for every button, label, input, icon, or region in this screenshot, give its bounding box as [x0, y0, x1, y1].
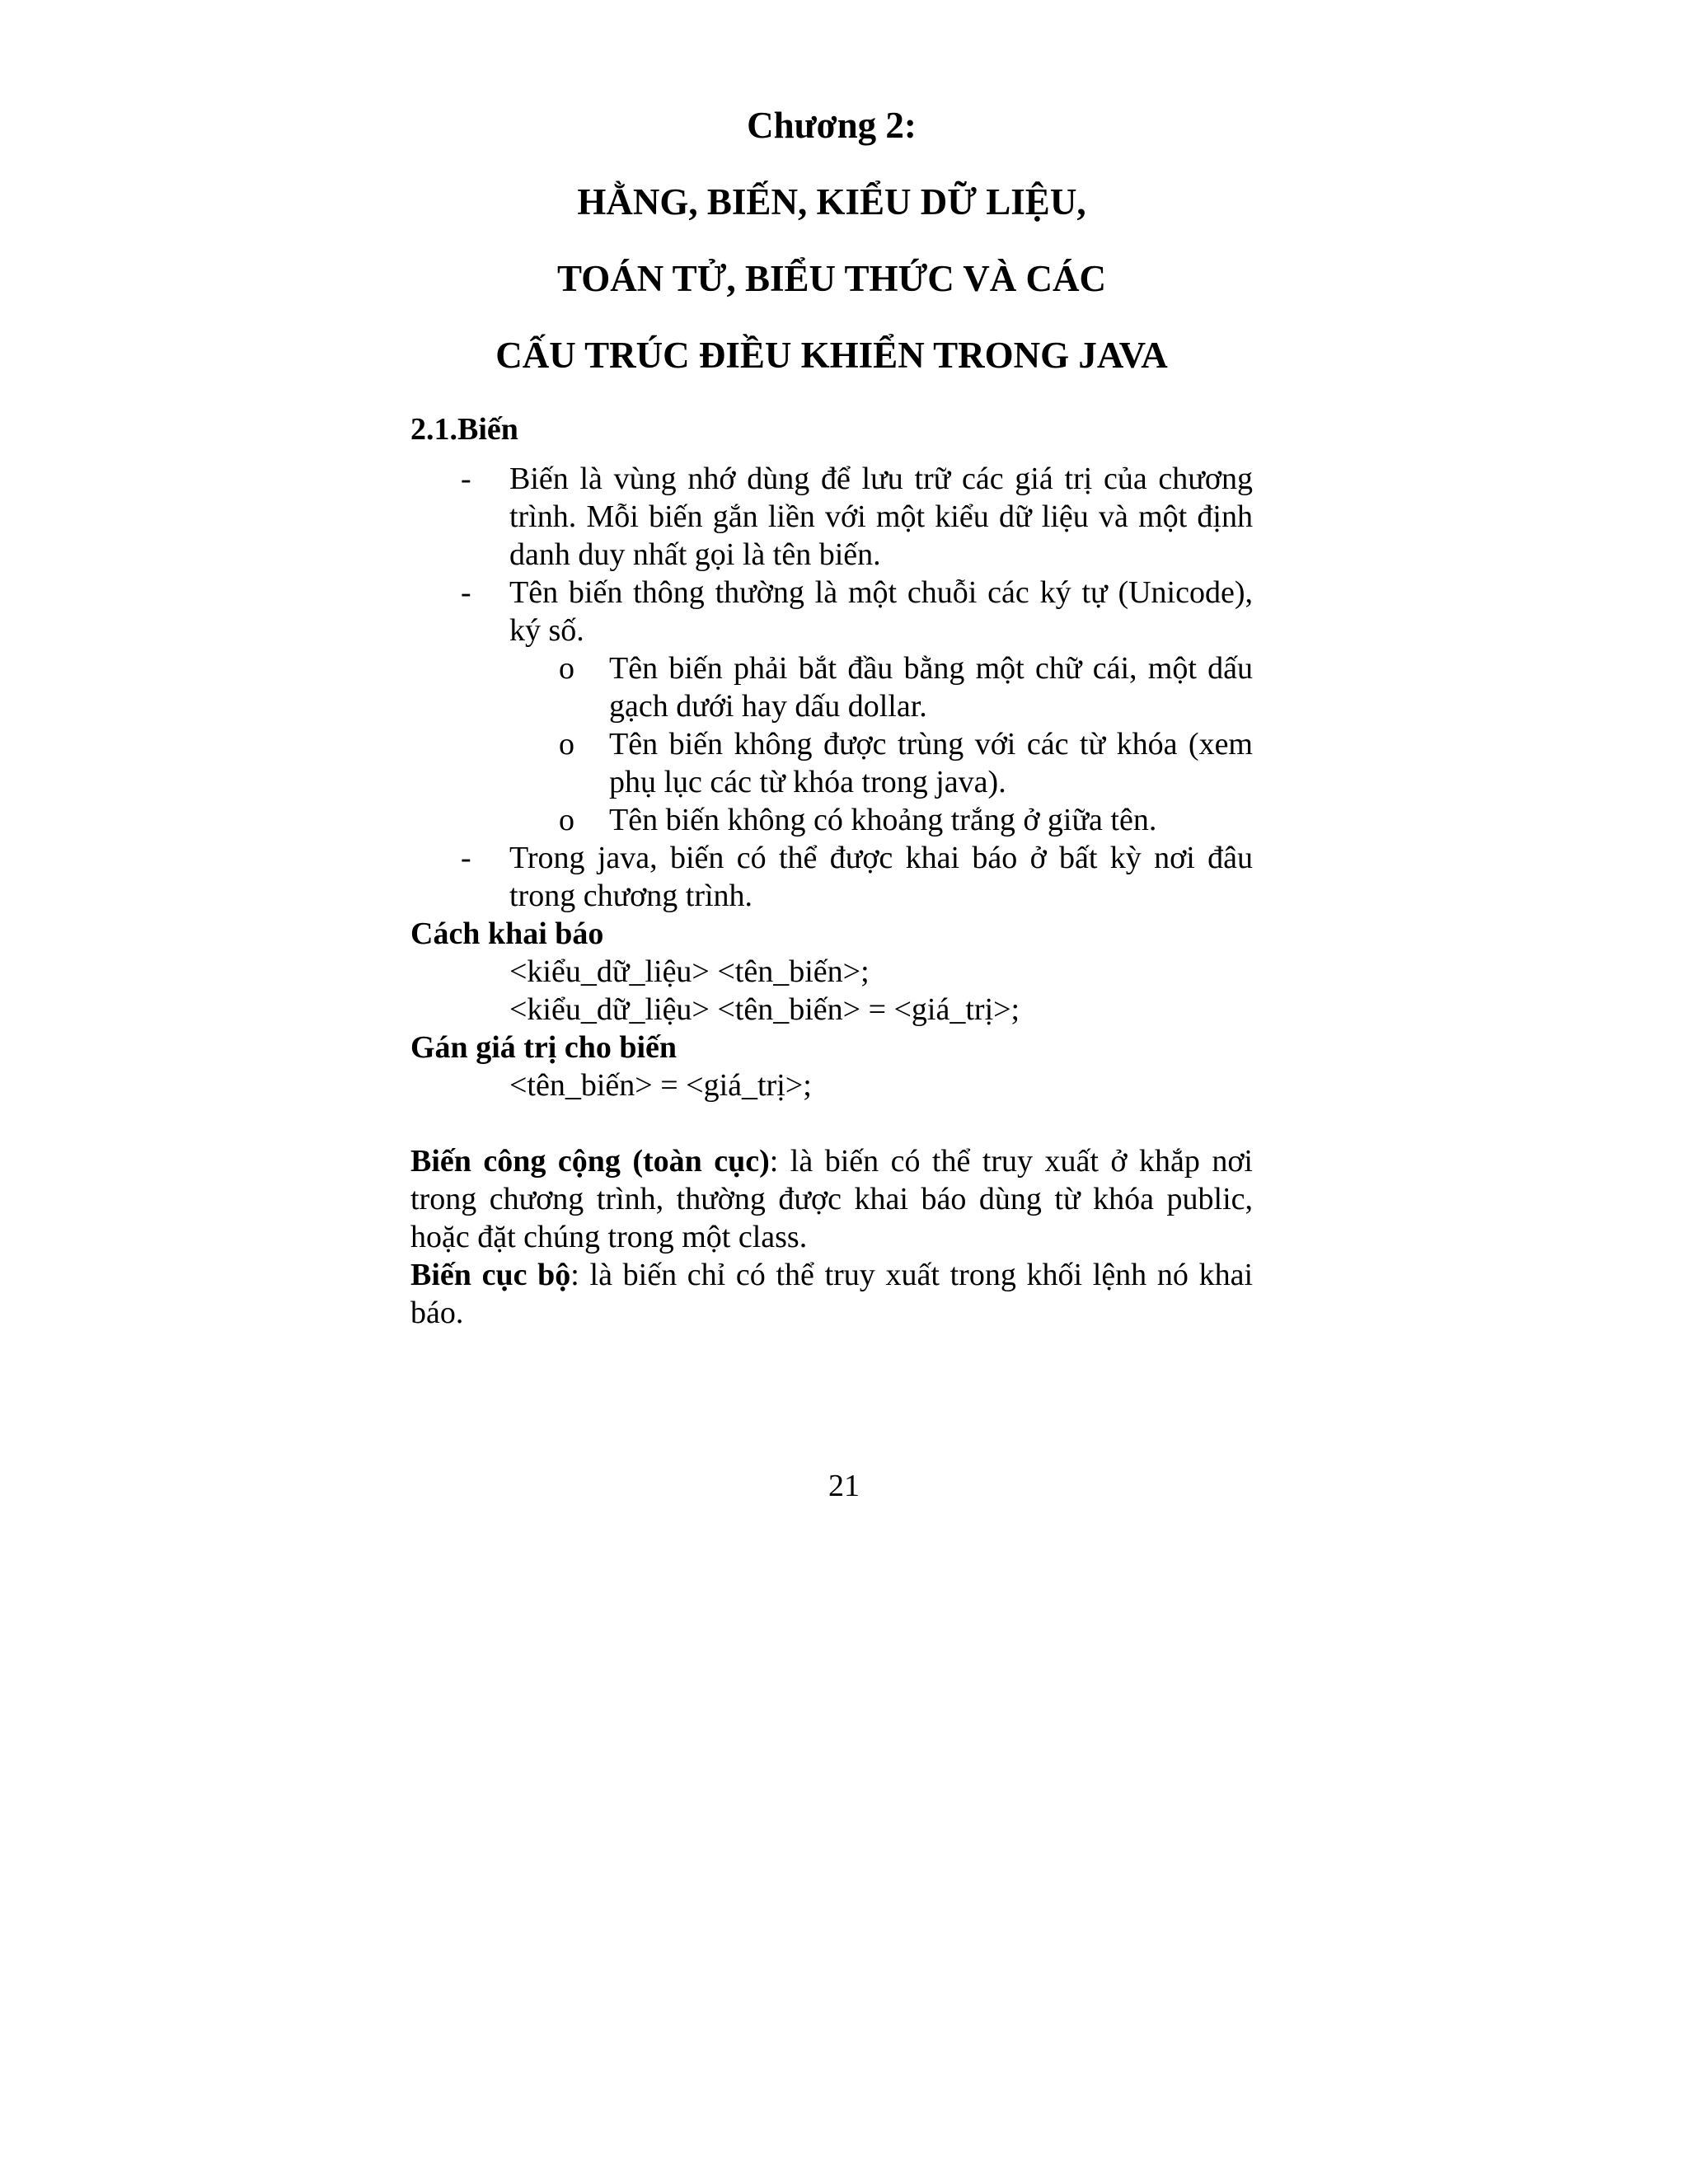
chapter-heading-line-3: CẤU TRÚC ĐIỀU KHIỂN TRONG JAVA: [495, 335, 1168, 376]
declaration-syntax-line: <kiểu_dữ_liệu> <tên_biến>;: [509, 954, 870, 989]
bullet-text: Trong java, biến có thể được khai báo ở bất kỳ nơi đâu trong chương trình.: [509, 841, 1253, 913]
bullet-marker: -: [461, 575, 471, 610]
bullet-text: Biến là vùng nhớ dùng để lưu trữ các giá trị của chương trình. Mỗi biến gắn liền với một kiểu dữ liệu và một định danh duy nhất gọi là tên biến.: [509, 462, 1253, 572]
bullet-text: Tên biến thông thường là một chuỗi các ký tự (Unicode), ký số.: [509, 575, 1253, 648]
bullet-marker: -: [461, 841, 471, 875]
sub-bullet-text: Tên biến không được trùng với các từ khóa (xem phụ lục các từ khóa trong java).: [609, 727, 1253, 799]
assignment-heading: Gán giá trị cho biến: [410, 1030, 678, 1065]
global-variable-term: Biến công cộng (toàn cục): [410, 1144, 770, 1179]
section-title: 2.1.Biến: [410, 412, 518, 447]
page-number: 21: [828, 1469, 860, 1503]
global-variable-paragraph: [410, 1142, 1253, 1256]
sub-bullet-item: [410, 801, 1253, 839]
sub-bullet-item: [410, 649, 1253, 725]
chapter-title: Chương 2:: [747, 105, 917, 146]
declaration-heading: Cách khai báo: [410, 916, 604, 951]
sub-bullet-marker: o: [559, 727, 574, 762]
sub-bullet-text: Tên biến phải bắt đầu bằng một chữ cái, một dấu gạch dưới hay dấu dollar.: [609, 651, 1253, 724]
local-variable-paragraph: [410, 1256, 1253, 1332]
sub-bullet-item: [410, 725, 1253, 801]
page-content: [410, 107, 1253, 1332]
global-variable-definition: : là biến có thể truy xuất ở khắp nơi trong chương trình, thường được khai báo dùng từ khóa public, hoặc đặt chúng trong một class.: [410, 1144, 1253, 1254]
bullet-item: [410, 574, 1253, 649]
bullet-marker: -: [461, 462, 471, 496]
declaration-syntax-line: <kiểu_dữ_liệu> <tên_biến> = <giá_trị>;: [509, 992, 1020, 1027]
sub-bullet-marker: o: [559, 803, 574, 837]
local-variable-definition: : là biến chỉ có thể truy xuất trong khối lệnh nó khai báo.: [410, 1258, 1253, 1330]
assignment-syntax-line: <tên_biến> = <giá_trị>;: [509, 1068, 812, 1103]
blank-line: [410, 1104, 1253, 1142]
chapter-heading-line-2: TOÁN TỬ, BIỂU THỨC VÀ CÁC: [557, 258, 1106, 299]
sub-bullet-marker: o: [559, 651, 574, 686]
chapter-heading-line-1: HẰNG, BIẾN, KIỂU DỮ LIỆU,: [577, 181, 1086, 223]
bullet-item: [410, 839, 1253, 915]
bullet-item: [410, 460, 1253, 574]
local-variable-term: Biến cục bộ: [410, 1258, 571, 1292]
sub-bullet-text: Tên biến không có khoảng trắng ở giữa tên.: [609, 803, 1157, 837]
